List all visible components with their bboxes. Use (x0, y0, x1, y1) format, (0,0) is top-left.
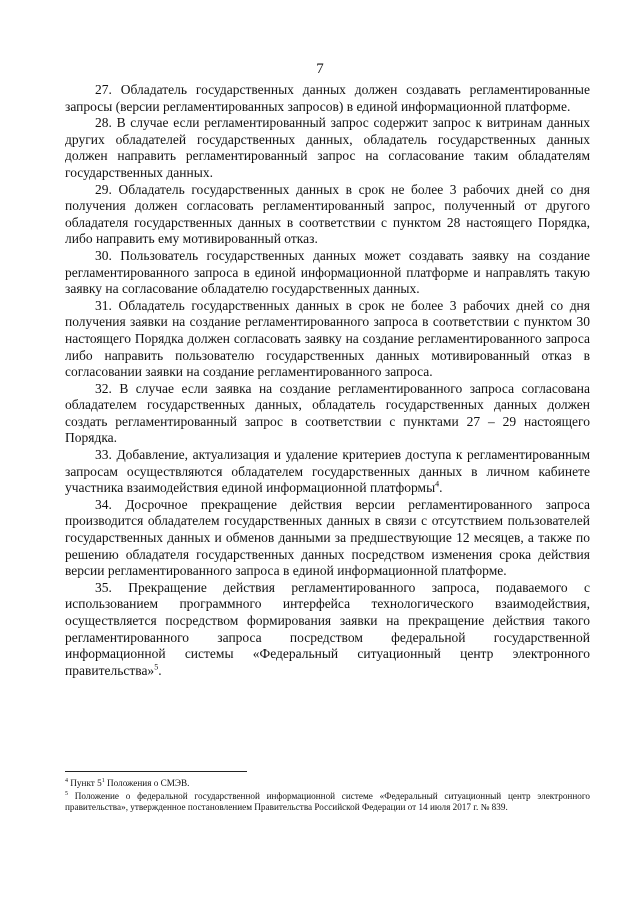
paragraph-33: 33. Добавление, актуализация и удаление критериев доступа к регламентированным запросам осуществляются обладателем государственных данных в личном кабинете участника взаимодействия единой информационной платформы$^4$. (65, 447, 590, 496)
document-body (65, 82, 590, 679)
paragraph-30: 30. Пользователь государственных данных может создавать заявку на создание регламентированного запроса в единой информационной платформе и направлять такую заявку на согласование обладателю государственных данных. (65, 247, 590, 297)
paragraph-35: 35. Прекращение действия регламентированного запроса, подаваемого с использованием программного интерфейса технологического взаимодействия, осуществляется посредством формирования заявки на прекращение действия такого регламентированного запроса посредством федеральной государственной информационной системы «Федеральный ситуационный центр электронного правительства»$^5$. (65, 579, 590, 678)
footnote-4: $^4$ Пункт $5^1$ Положения о СМЭВ. (65, 777, 190, 788)
footnote-mark: 5 (65, 790, 68, 797)
paragraph-32: 32. В случае если заявка на создание регламентированного запроса согласована обладателем государственных данных, обладатель государственных данных должен создать регламентированный запрос в соответствии с пунктами 27 – 29 настоящего Порядка. (65, 380, 590, 446)
footnote-5: $^5$ Положение о федеральной государственной информационной системе «Федеральный ситуационный центр электронного правительства», утвержденное постановлением Правительства Российской Федерации от 14 июля 2017 г. № 839. (65, 790, 590, 813)
page-number: 7 (316, 61, 324, 77)
paragraph-31: 31. Обладатель государственных данных в срок не более 3 рабочих дней со дня получения заявки на создание регламентированного запроса в соответствии с пунктом 30 настоящего Порядка должен согласовать заявку на создание регламентированного запроса либо направить пользователю государственных данных мотивированный отказ в согласовании заявки на создание регламентированного запроса. (65, 297, 590, 380)
paragraph-34: 34. Досрочное прекращение действия версии регламентированного запроса производится обладателем государственных данных в связи с отсутствием пользователей государственных данных и обменов данными за предшествующие 12 месяцев, а также по решению обладателя государственных данных посредством изменения срока действия версии регламентированного запроса в единой информационной платформе. (65, 496, 590, 579)
paragraph-27: 27. Обладатель государственных данных должен создавать регламентированные запросы (версии регламентированных запросов) в единой информационной платформе. (65, 82, 590, 114)
paragraph-29: 29. Обладатель государственных данных в срок не более 3 рабочих дней со дня получения должен согласовать регламентированный запрос, полученный от другого обладателя государственных данных в соответствии с пунктом 28 настоящего Порядка, либо направить ему мотивированный отказ. (65, 181, 590, 247)
footnote-ref-4[interactable]: 4 (435, 479, 440, 489)
footnote-divider (65, 771, 247, 772)
footnote-mark: 4 (65, 777, 68, 784)
footnotes (65, 778, 590, 815)
paragraph-28: 28. В случае если регламентированный запрос содержит запрос к витринам данных других обладателей государственных данных, обладатель государственных данных должен направить регламентированный запрос на согласование таким обладателям государственных данных. (65, 115, 590, 180)
footnote-ref-5[interactable]: 5 (154, 662, 159, 672)
